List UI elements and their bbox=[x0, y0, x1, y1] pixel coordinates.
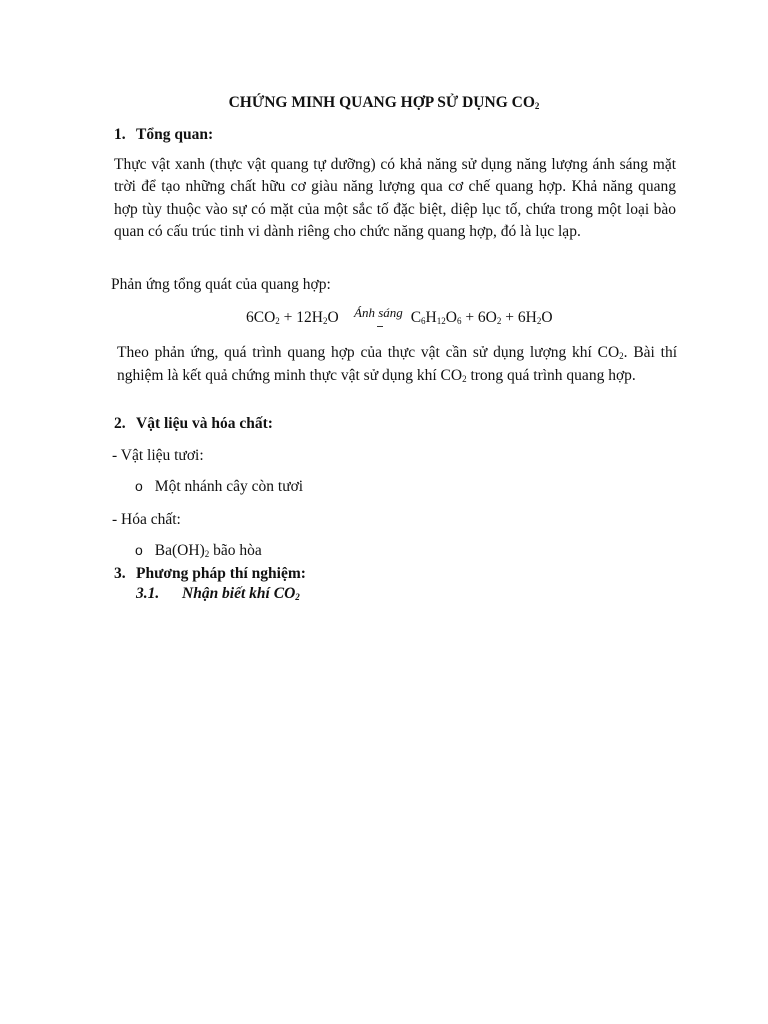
fresh-materials-label: - Vật liệu tươi: bbox=[112, 447, 204, 464]
reaction-paragraph: Theo phản ứng, quá trình quang hợp của thực vật cần sử dụng lượng khí $CO_2$. Bài thí nghiệm là kết quả chứng minh thực vật sử dụng khí $CO_2$ trong quá trình quang hợp. bbox=[117, 344, 677, 384]
reaction-intro: Phản ứng tổng quát của quang hợp: bbox=[111, 276, 331, 293]
bullet-icon: o bbox=[135, 542, 143, 558]
equation-lhs: $6CO_2 + 12H_2O$ bbox=[246, 309, 339, 326]
fresh-material-item: o Một nhánh cây còn tươi bbox=[135, 478, 304, 495]
bullet-icon: o bbox=[135, 478, 143, 494]
document-title: CHỨNG MINH QUANG HỢP SỬ DỤNG $CO_2$ bbox=[228, 94, 540, 111]
equation-rhs: $C_6H_{12}O_6 + 6O_2 + 6H_2O$ bbox=[410, 309, 553, 326]
chemical-item: o $Ba(OH)_2$ bão hòa bbox=[135, 542, 262, 559]
chemicals-label: - Hóa chất: bbox=[112, 511, 181, 528]
section-3-1-heading: 3.1. Nhận biết khí $CO_2$ bbox=[136, 585, 300, 602]
section-2-heading: 2. Vật liệu và hóa chất: bbox=[114, 415, 273, 432]
equation-arrow-label: Ánh sáng bbox=[354, 305, 403, 320]
section-3-heading: 3. Phương pháp thí nghiệm: bbox=[114, 565, 306, 582]
equation-arrow bbox=[377, 326, 383, 327]
overview-paragraph: Thực vật xanh (thực vật quang tự dưỡng) có khả năng sử dụng năng lượng ánh sáng mặt trời để tạo những chất hữu cơ giàu năng lượng qua cơ chế quang hợp. Khả năng quang hợp tùy thuộc vào sự có mặt của một sắc tố đặc biệt, diệp lục tố, chứa trong một loại bào quan có cấu trúc tinh vi dành riêng cho chức năng quang hợp, đó là lục lạp. bbox=[114, 156, 676, 240]
section-1-heading: 1. Tổng quan: bbox=[114, 126, 214, 143]
